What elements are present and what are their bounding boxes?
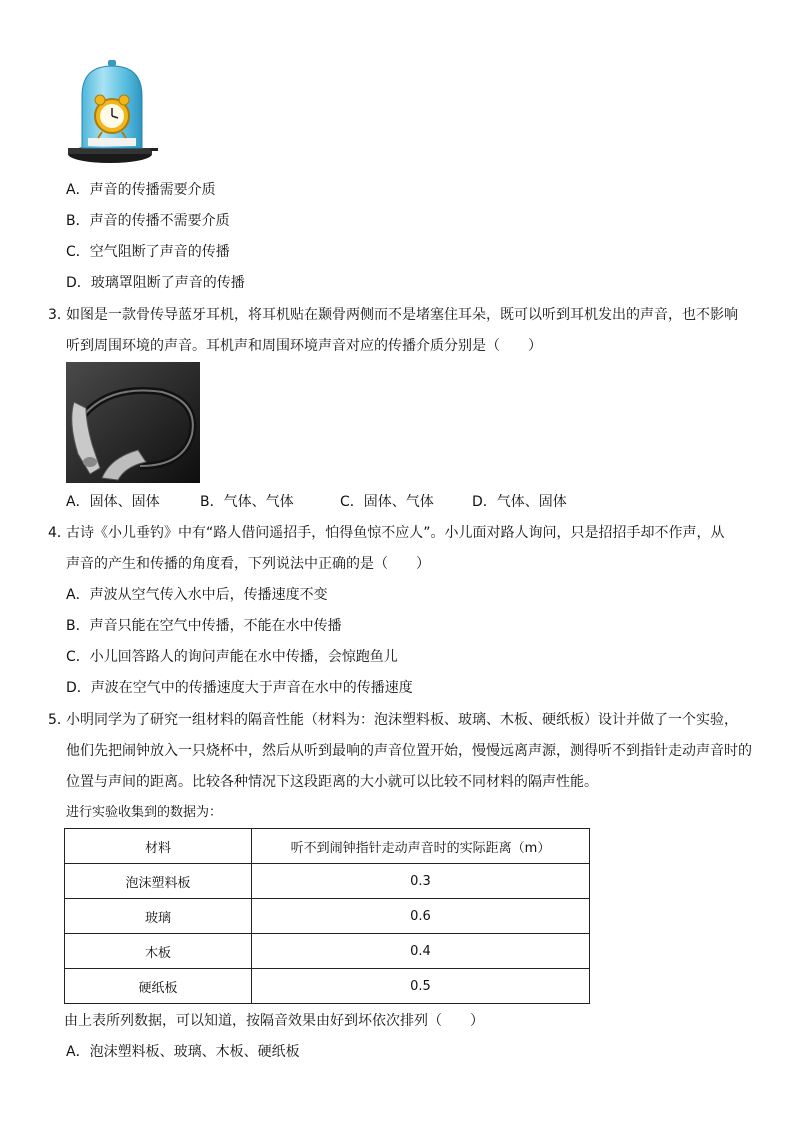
- material-distance-table: [64, 828, 590, 1004]
- option-b: [66, 211, 230, 231]
- bell-jar-alarm-clock-image: [64, 56, 160, 168]
- option-letter: A．: [66, 182, 90, 198]
- option-letter: B．: [66, 213, 90, 229]
- table-cell-material: 木板: [65, 934, 252, 969]
- question-3-line-1: 如图是一款骨传导蓝牙耳机，将耳机贴在颞骨两侧而不是堵塞住耳朵，既可以听到耳机发出的声音，也不影响: [66, 307, 738, 323]
- question-5-after-table: 由上表所列数据，可以知道，按隔音效果由好到坏依次排列（ ）: [64, 1013, 484, 1029]
- question-3-option-b: B．气体、气体: [200, 494, 294, 510]
- bone-conduction-headphone-image: [66, 362, 200, 483]
- option-text: 声音的传播不需要介质: [89, 213, 230, 229]
- table-row: [65, 899, 590, 934]
- option-letter: C．: [66, 244, 90, 260]
- question-4-option-d: D．声波在空气中的传播速度大于声音在水中的传播速度: [66, 680, 413, 696]
- option-a: [66, 180, 216, 200]
- table-cell-distance: 0.3: [252, 864, 590, 899]
- question-5-intro: 进行实验收集到的数据为：: [66, 805, 223, 820]
- table-row: [65, 864, 590, 899]
- question-5-number: 5．: [48, 712, 71, 728]
- question-4-number: 4．: [48, 525, 71, 541]
- question-4-line-1: 古诗《小儿垂钓》中有“路人借问遥招手，怕得鱼惊不应人”。小儿面对路人询问，只是招招手却不作声，从: [66, 525, 725, 541]
- question-3-number: 3．: [48, 307, 71, 323]
- table-cell-material: 硬纸板: [65, 969, 252, 1004]
- question-5-option-a: A．泡沫塑料板、玻璃、木板、硬纸板: [66, 1044, 300, 1060]
- question-3-option-a: A．固体、固体: [66, 494, 160, 510]
- question-4-option-b: B．声音只能在空气中传播，不能在水中传播: [66, 618, 342, 634]
- table-header-row: [65, 829, 590, 864]
- question-4-option-a: A．声波从空气传入水中后，传播速度不变: [66, 587, 328, 603]
- option-text: 声音的传播需要介质: [89, 182, 216, 198]
- question-3-option-d: D．气体、固体: [472, 494, 567, 510]
- table-cell-material: 泡沫塑料板: [65, 864, 252, 899]
- table-cell-distance: 0.6: [252, 899, 590, 934]
- question-4-option-c: C．小儿回答路人的询问声能在水中传播，会惊跑鱼儿: [66, 649, 398, 665]
- table-header-material: 材料: [65, 829, 252, 864]
- question-4-line-2: 声音的产生和传播的角度看，下列说法中正确的是（ ）: [66, 556, 430, 572]
- question-5-line-1: 小明同学为了研究一组材料的隔音性能（材料为：泡沫塑料板、玻璃、木板、硬纸板）设计并做了一个实验，: [66, 712, 738, 728]
- question-3-line-2: 听到周围环境的声音。耳机声和周围环境声音对应的传播介质分别是（ ）: [66, 338, 542, 354]
- option-c: [66, 242, 230, 262]
- question-3-option-c: C．固体、气体: [340, 494, 434, 510]
- table-cell-material: 玻璃: [65, 899, 252, 934]
- question-5-line-2: 他们先把闹钟放入一只烧杯中，然后从听到最响的声音位置开始，慢慢远离声源，测得听不到指针走动声音时的: [66, 743, 752, 759]
- table-cell-distance: 0.5: [252, 969, 590, 1004]
- option-d: [66, 273, 245, 293]
- table-row: [65, 934, 590, 969]
- table-header-distance: 听不到闹钟指针走动声音时的实际距离（m）: [252, 829, 590, 864]
- option-letter: D．: [66, 275, 91, 291]
- option-text: 空气阻断了声音的传播: [89, 244, 230, 260]
- option-text: 玻璃罩阻断了声音的传播: [90, 275, 245, 291]
- question-5-line-3: 位置与声间的距离。比较各种情况下这段距离的大小就可以比较不同材料的隔声性能。: [66, 774, 598, 790]
- table-cell-distance: 0.4: [252, 934, 590, 969]
- table-row: [65, 969, 590, 1004]
